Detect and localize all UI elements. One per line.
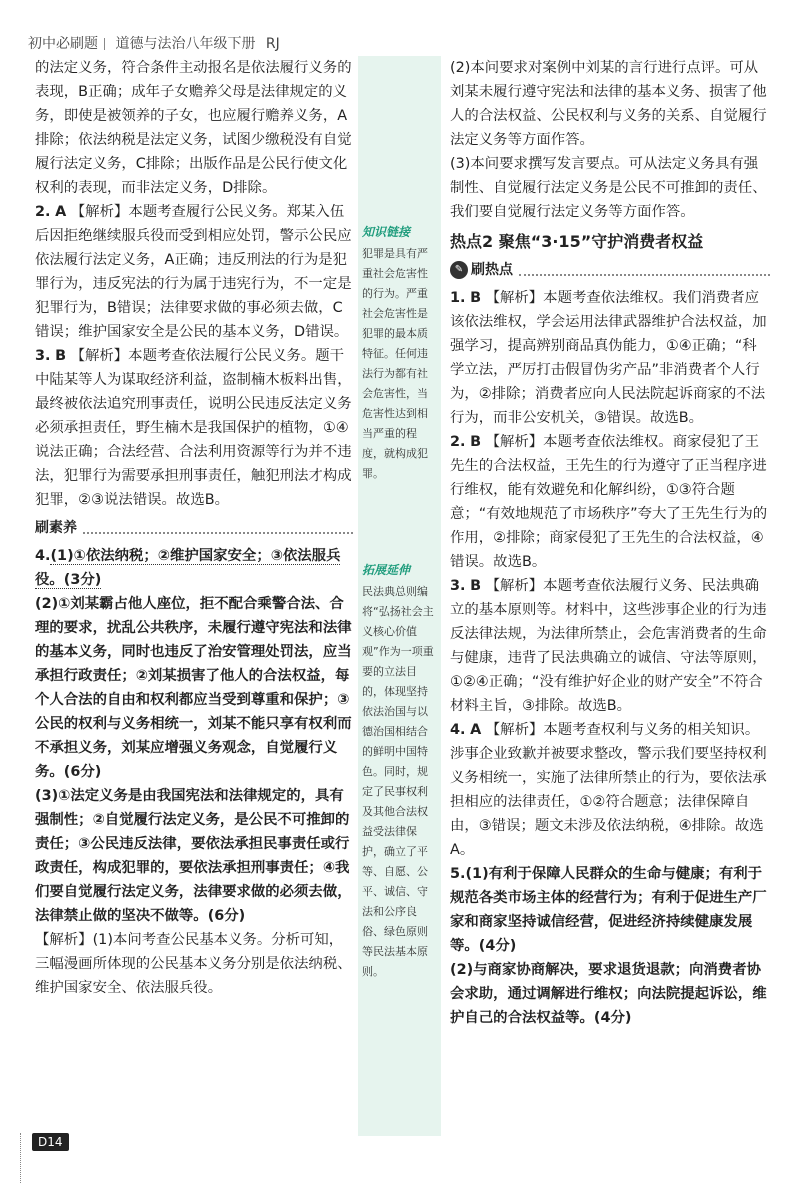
question-2: 2. A 【解析】本题考查履行公民义务。郑某入伍后因拒绝继续服兵役而受到相应处罚，警示公民应依法履行法定义务，A正确；违反刑法的行为是犯罪行为，违反宪法的行为属于违宪行为，不一定是犯罪行为，B错误；法律要求做的事必须去做，C错误；维护国家安全是公民的基本义务，D错误。 [35,204,352,340]
hot-badge-row [450,258,770,282]
question-3: 3. B 【解析】本题考查依法履行公民义务。题干中陆某等人为谋取经济利益，盗制楠木板料出售，最终被依法追究刑事责任，说明公民违反法定义务必须承担责任，野生楠木是我国保护的植物，①④说法正确；合法经营、合法利用资源等行为并不违法，犯罪行为需要承担刑事责任，触犯刑法才构成犯罪，②③说法错误。故选B。 [35,348,352,508]
hot-question-4: 4. A 【解析】本题考查权利与义务的相关知识。涉事企业致歉并被要求整改，警示我们要坚持权利义务相统一，实施了法律所禁止的行为，要依法承担相应的法律责任，①②符合题意；法律保障自由，③错误；题文未涉及依法纳税，④排除。故选A。 [450,722,767,858]
badge-icon: ✎ [450,261,468,279]
sidebar-extension-text: 民法典总则编将“弘扬社会主义核心价值观”作为一项重要的立法目的，体现坚持依法治国与以德治国相结合的鲜明中国特色。同时，规定了民事权利及其他合法权益受法律保护，确立了平等、自愿、公平、诚信、守法和公序良俗、绿色原则等民法基本原则。 [362,585,434,978]
hot-question-5-part-2: (2)与商家协商解决，要求退货退款；向消费者协会求助，通过调解进行维权；向法院提起诉讼，维护自己的合法权益等。(4分) [450,962,767,1026]
right-column [450,56,770,1030]
sidebar-extension-head: 拓展延伸 [362,563,411,577]
series-title: 初中必刷题 [28,36,98,52]
left-column [35,56,353,1000]
sidebar-knowledge-text: 犯罪是具有严重社会危害性的行为。严重社会危害性是犯罪的最本质特征。任何违法行为都有社会危害性，当危害性达到相当严重的程度，就构成犯罪。 [362,247,428,480]
footer-line [20,1133,21,1183]
sidebar-extension-box [362,560,437,982]
hot-badge: ✎ 刷热点 [450,258,513,282]
right-para-2: (3)本问要求撰写发言要点。可从法定义务具有强制性、自觉履行法定义务是公民不可推卸的责任、我们要自觉履行法定义务等方面作答。 [450,156,767,220]
question-4-part-2: (2)①刘某霸占他人座位，拒不配合乘警合法、合理的要求，扰乱公共秩序，未履行遵守宪法和法律的基本义务，同时也违反了治安管理处罚法，应当承担行政责任；②刘某损害了他人的合法权益，每个人合法的自由和权利都应当受到尊重和保护；③公民的权利与义务相统一，刘某不能只享有权利而不承担义务，刘某应增强义务观念，自觉履行义务。(6分) [35,596,352,780]
page-header [28,33,280,53]
hot-question-1: 1. B 【解析】本题考查依法维权。我们消费者应该依法维权，学会运用法律武器维护合法权益，加强学习，提高辨别商品真伪能力，①④正确；“科学立法，严厉打击假冒伪劣产品”非消费者个人行为，②排除；消费者应向人民法院起诉商家的不法行为，而非公安机关，③错误。故选B。 [450,290,767,426]
hot-topic-title: 热点2 聚焦“3·15”守护消费者权益 [450,232,704,251]
hot-question-3: 3. B 【解析】本题考查依法履行义务、民法典确立的基本原则等。材料中，这些涉事企业的行为违反法律法规，为法律所禁止，会危害消费者的生命与健康，违背了民法典确立的诚信、守法等原则，①②④正确；“没有维护好企业的财产安全”不符合材料主旨，③排除。故选B。 [450,578,767,714]
section-header: 刷素养 [35,516,353,540]
question-4-analysis: 【解析】(1)本问考查公民基本义务。分析可知，三幅漫画所体现的公民基本义务分别是依法纳税、维护国家安全、依法服兵役。 [35,932,352,996]
edition: RJ [265,36,280,52]
page-number: D14 [32,1133,69,1151]
hot-question-5-part-1: 5.(1)有利于保障人民群众的生命与健康；有利于规范各类市场主体的经营行为；有利于促进生产厂家和商家坚持诚信经营，促进经济持续健康发展等。(4分) [450,866,767,954]
right-para-1: (2)本问要求对案例中刘某的言行进行点评。可从刘某未履行遵守宪法和法律的基本义务、损害了他人的合法权益、公民权利与义务的关系、自觉履行法定义务等方面作答。 [450,60,767,148]
hot-question-2: 2. B 【解析】本题考查依法维权。商家侵犯了王先生的合法权益，王先生的行为遵守了正当程序进行维权，能有效避免和化解纠纷，①③符合题意；“有效地规范了市场秩序”夸大了王先生行为的作用，②排除；商家侵犯了王先生的合法权益，④错误。故选B。 [450,434,768,570]
sidebar-knowledge-head: 知识链接 [362,225,411,239]
subject-title: 道德与法治八年级下册 [115,36,256,52]
sidebar-knowledge-box [362,222,437,484]
question-4-part-1: 4.(1)①依法纳税；②维护国家安全；③依法服兵役。(3分) [35,548,341,588]
question-4-part-3: (3)①法定义务是由我国宪法和法律规定的，具有强制性；②自觉履行法定义务，是公民不可推卸的责任；③公民违反法律，要依法承担民事责任或行政责任，构成犯罪的，要依法承担刑事责任；④我们要自觉履行法定义务，法律要求做的必须去做，法律禁止做的坚决不做等。(6分) [35,788,352,924]
left-para-0: 的法定义务，符合条件主动报名是依法履行义务的表现，B正确；成年子女赡养父母是法律规定的义务，即使是被领养的子女，也应履行赡养义务，A排除；依法纳税是法定义务，试图少缴税没有自觉履行法定义务，C排除；出版作品是公民行使文化权利的表现，而非法定义务，D排除。 [35,60,352,196]
